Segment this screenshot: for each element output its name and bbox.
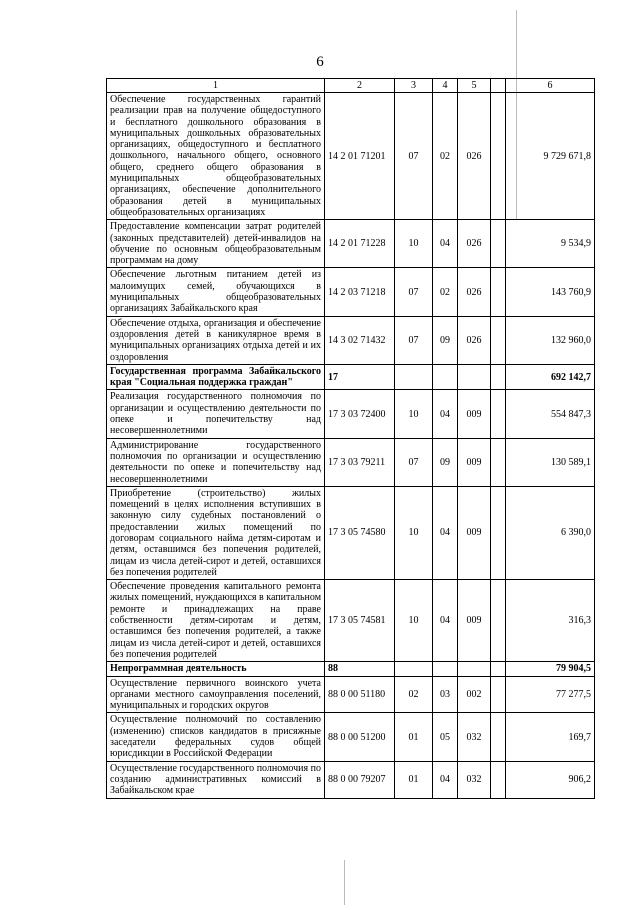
row-expense-type: 032	[458, 761, 491, 798]
row-section: 10	[395, 486, 433, 579]
table-row	[107, 316, 595, 364]
row-expense-type: 026	[458, 316, 491, 364]
row-description: Государственная программа Забайкальского края "Социальная поддержка граждан"	[107, 364, 325, 390]
table-row	[107, 364, 595, 390]
row-amount: 6 390,0	[506, 486, 595, 579]
table-row	[107, 390, 595, 438]
row-empty-cell	[491, 364, 506, 390]
header-cell: 3	[395, 79, 433, 93]
header-cell: 1	[107, 79, 325, 93]
row-target-code: 88 0 00 51200	[325, 713, 395, 761]
row-empty-cell	[491, 268, 506, 316]
row-amount: 132 960,0	[506, 316, 595, 364]
row-target-code: 17 3 03 72400	[325, 390, 395, 438]
table-row	[107, 580, 595, 662]
table-row	[107, 486, 595, 579]
table-header-row	[107, 79, 595, 93]
row-subsection	[433, 364, 458, 390]
row-expense-type: 009	[458, 580, 491, 662]
row-section: 07	[395, 93, 433, 220]
header-cell: 2	[325, 79, 395, 93]
header-cell: 5	[458, 79, 491, 93]
row-amount: 316,3	[506, 580, 595, 662]
row-amount: 130 589,1	[506, 438, 595, 486]
row-subsection: 04	[433, 390, 458, 438]
row-description: Реализация государственного полномочия по организации и осуществлению деятельности по опеке и попечительству над несовершеннолетними	[107, 390, 325, 438]
row-description: Обеспечение отдыха, организация и обеспечение оздоровления детей в каникулярное время в муниципальных организациях отдыха детей и их оздоровления	[107, 316, 325, 364]
table-row	[107, 438, 595, 486]
row-amount: 79 904,5	[506, 662, 595, 676]
row-target-code: 17 3 05 74580	[325, 486, 395, 579]
row-subsection: 09	[433, 438, 458, 486]
row-amount: 692 142,7	[506, 364, 595, 390]
row-section: 10	[395, 390, 433, 438]
row-target-code: 14 2 01 71201	[325, 93, 395, 220]
row-amount: 9 729 671,8	[506, 93, 595, 220]
page-number: 6	[316, 54, 324, 70]
row-expense-type: 009	[458, 486, 491, 579]
row-section: 01	[395, 713, 433, 761]
row-subsection: 02	[433, 268, 458, 316]
row-amount: 554 847,3	[506, 390, 595, 438]
row-target-code: 14 3 02 71432	[325, 316, 395, 364]
header-cell	[491, 79, 506, 93]
table-row	[107, 761, 595, 798]
row-description: Обеспечение льготным питанием детей из малоимущих семей, обучающихся в муниципальных общеобразовательных организациях Забайкальского края	[107, 268, 325, 316]
row-subsection: 05	[433, 713, 458, 761]
row-subsection: 04	[433, 220, 458, 268]
row-subsection: 09	[433, 316, 458, 364]
row-description: Приобретение (строительство) жилых помещений в целях исполнения вступивших в законную силу судебных постановлений о предоставлении жилых помещений по договорам социального найма детям-сиротам и детям, оставшимся без попечения родителей, лицам из числа детей-сирот и детей, оставшихся без попечения родителей	[107, 486, 325, 579]
row-section: 01	[395, 761, 433, 798]
table-row	[107, 662, 595, 676]
row-section: 10	[395, 580, 433, 662]
row-target-code: 88	[325, 662, 395, 676]
row-section	[395, 364, 433, 390]
row-expense-type: 026	[458, 268, 491, 316]
row-subsection: 04	[433, 486, 458, 579]
table-row	[107, 93, 595, 220]
row-description: Осуществление государственного полномочия по созданию административных комиссий в Забайкальском крае	[107, 761, 325, 798]
row-target-code: 17	[325, 364, 395, 390]
row-subsection: 04	[433, 580, 458, 662]
row-expense-type: 026	[458, 220, 491, 268]
row-description: Осуществление первичного воинского учета органами местного самоуправления поселений, муниципальных и городских округов	[107, 676, 325, 713]
row-empty-cell	[491, 220, 506, 268]
row-expense-type: 026	[458, 93, 491, 220]
row-amount: 9 534,9	[506, 220, 595, 268]
row-empty-cell	[491, 662, 506, 676]
header-cell: 4	[433, 79, 458, 93]
row-description: Осуществление полномочий по составлению (изменению) списков кандидатов в присяжные заседатели федеральных судов общей юрисдикции в Российской Федерации	[107, 713, 325, 761]
row-description: Предоставление компенсации затрат родителей (законных представителей) детей-инвалидов на обучение по основным общеобразовательным программам на дому	[107, 220, 325, 268]
scan-artifact-line	[344, 860, 345, 905]
row-empty-cell	[491, 486, 506, 579]
row-expense-type: 009	[458, 390, 491, 438]
row-subsection: 04	[433, 761, 458, 798]
budget-table	[106, 78, 595, 799]
row-empty-cell	[491, 676, 506, 713]
row-section: 02	[395, 676, 433, 713]
row-empty-cell	[491, 580, 506, 662]
row-subsection: 03	[433, 676, 458, 713]
row-target-code: 88 0 00 51180	[325, 676, 395, 713]
row-target-code: 17 3 05 74581	[325, 580, 395, 662]
row-expense-type: 032	[458, 713, 491, 761]
row-amount: 169,7	[506, 713, 595, 761]
table-row	[107, 713, 595, 761]
row-expense-type	[458, 364, 491, 390]
row-section: 10	[395, 220, 433, 268]
row-empty-cell	[491, 316, 506, 364]
row-empty-cell	[491, 390, 506, 438]
row-section: 07	[395, 316, 433, 364]
row-subsection	[433, 662, 458, 676]
row-section	[395, 662, 433, 676]
row-description: Администрирование государственного полномочия по организации и осуществлению деятельности по опеке и попечительству над несовершеннолетними	[107, 438, 325, 486]
row-description: Обеспечение проведения капитального ремонта жилых помещений, нуждающихся в капитальном ремонте и принадлежащих на праве собственности детям-сиротам и детям, оставшимся без попечения родителей, а также лицам из числа детей-сирот и детей, оставшихся без попечения родителей	[107, 580, 325, 662]
row-amount: 143 760,9	[506, 268, 595, 316]
row-amount: 906,2	[506, 761, 595, 798]
row-empty-cell	[491, 93, 506, 220]
row-empty-cell	[491, 713, 506, 761]
row-target-code: 14 2 03 71218	[325, 268, 395, 316]
row-description: Непрограммная деятельность	[107, 662, 325, 676]
row-expense-type: 009	[458, 438, 491, 486]
row-subsection: 02	[433, 93, 458, 220]
row-empty-cell	[491, 438, 506, 486]
row-target-code: 14 2 01 71228	[325, 220, 395, 268]
row-description: Обеспечение государственных гарантий реализации прав на получение общедоступного и бесплатного дошкольного образования в муниципальных дошкольных образовательных организациях, общедоступного и бесплатного дошкольного, начального общего, основного общего, среднего общего образования в муниципальных общеобразовательных организациях, обеспечение дополнительного образования детей в муниципальных общеобразовательных организациях	[107, 93, 325, 220]
row-section: 07	[395, 268, 433, 316]
row-expense-type: 002	[458, 676, 491, 713]
row-section: 07	[395, 438, 433, 486]
row-expense-type	[458, 662, 491, 676]
table-row	[107, 268, 595, 316]
row-empty-cell	[491, 761, 506, 798]
row-target-code: 17 3 03 79211	[325, 438, 395, 486]
table-row	[107, 676, 595, 713]
table-row	[107, 220, 595, 268]
row-target-code: 88 0 00 79207	[325, 761, 395, 798]
header-cell: 6	[506, 79, 595, 93]
row-amount: 77 277,5	[506, 676, 595, 713]
